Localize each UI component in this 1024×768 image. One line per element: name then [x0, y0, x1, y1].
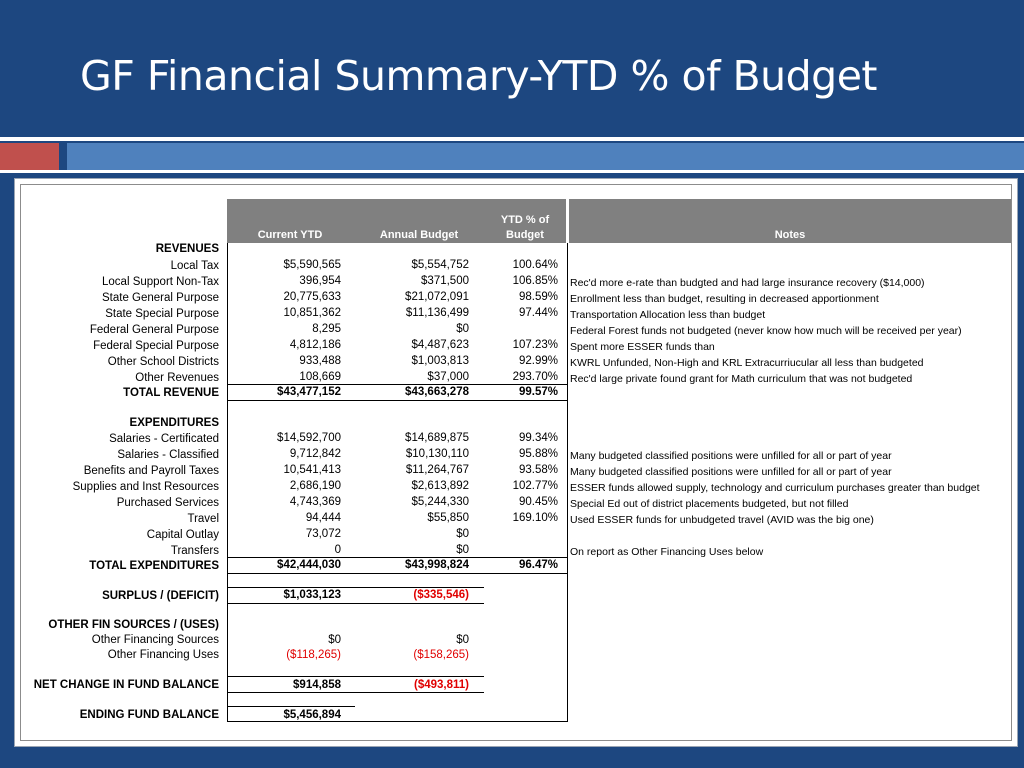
row-pct: 93.58% [518, 464, 558, 476]
total-pct: 99.57% [518, 386, 558, 398]
row-current: 8,295 [312, 323, 341, 335]
header-notes: Notes [774, 229, 806, 241]
row-note: Many budgeted classified positions were unfilled for all or part of year [570, 466, 892, 478]
row-pct: 100.64% [512, 259, 558, 271]
row-label: State General Purpose [102, 292, 219, 304]
row-label: Supplies and Inst Resources [72, 481, 219, 493]
total-budget: $43,663,278 [405, 386, 469, 398]
row-note: Federal Forest funds not budgeted (never know how much will be received per year) [570, 325, 962, 337]
net-change-current: $914,858 [293, 679, 341, 691]
row-current: $0 [328, 634, 341, 646]
accent-bar-blue [67, 143, 1024, 170]
row-pct: 95.88% [518, 448, 558, 460]
row-label: Purchased Services [116, 497, 219, 509]
row-label: Other Financing Uses [107, 649, 219, 661]
row-budget: $21,072,091 [405, 291, 469, 303]
row-label: Federal General Purpose [89, 324, 219, 336]
table-left-border [227, 243, 228, 721]
row-budget: $0 [456, 634, 469, 646]
row-current: 4,743,369 [289, 496, 341, 508]
total-revenue-bottomline [227, 400, 568, 401]
row-current: 396,954 [299, 275, 341, 287]
row-budget: $371,500 [421, 275, 469, 287]
row-note: ESSER funds allowed supply, technology and curriculum purchases greater than budget [570, 482, 980, 494]
row-budget: $55,850 [427, 512, 469, 524]
surplus-label: SURPLUS / (DEFICIT) [102, 590, 219, 602]
total-expenditures-bottomline [227, 573, 568, 574]
row-pct: 99.34% [518, 432, 558, 444]
surplus-current: $1,033,123 [283, 589, 341, 601]
row-current: 9,712,842 [289, 448, 341, 460]
total-label: TOTAL EXPENDITURES [89, 560, 219, 572]
row-budget: ($158,265) [413, 649, 469, 661]
surplus-bottomline [227, 603, 484, 604]
row-note: Transportation Allocation less than budget [570, 309, 766, 321]
row-note: Many budgeted classified positions were unfilled for all or part of year [570, 450, 892, 462]
row-budget: $37,000 [427, 371, 469, 383]
row-label: Federal Special Purpose [93, 340, 219, 352]
header-current-ytd: Current YTD [257, 229, 323, 241]
row-label: Local Tax [170, 260, 219, 272]
row-pct: 293.70% [512, 371, 558, 383]
total-label: TOTAL REVENUE [123, 387, 219, 399]
table-notes-divider [567, 243, 568, 721]
row-budget: $5,554,752 [411, 259, 469, 271]
row-budget: $4,487,623 [411, 339, 469, 351]
row-current: 94,444 [305, 512, 341, 524]
row-budget: $0 [456, 528, 469, 540]
row-pct: 92.99% [518, 355, 558, 367]
row-label: Salaries - Certificated [109, 433, 219, 445]
accent-divider [0, 170, 1024, 173]
total-budget: $43,998,824 [405, 559, 469, 571]
row-note: Special Ed out of district placements budgeted, but not filled [570, 498, 849, 510]
row-current: 0 [334, 544, 341, 556]
row-current: 2,686,190 [289, 480, 341, 492]
row-note: KWRL Unfunded, Non-High and KRL Extracurriucular all less than budgeted [570, 357, 924, 369]
row-current: 10,541,413 [283, 464, 341, 476]
title-divider [0, 137, 1024, 141]
row-note: Spent more ESSER funds than [570, 341, 715, 353]
row-pct: 97.44% [518, 307, 558, 319]
other-fin-heading: OTHER FIN SOURCES / (USES) [48, 619, 219, 631]
surplus-budget: ($335,546) [413, 589, 469, 601]
row-pct: 98.59% [518, 291, 558, 303]
total-current: $43,477,152 [277, 386, 341, 398]
row-budget: $1,003,813 [411, 355, 469, 367]
row-label: Transfers [170, 545, 219, 557]
row-current: 20,775,633 [283, 291, 341, 303]
row-budget: $0 [456, 544, 469, 556]
row-label: Other Financing Sources [91, 634, 219, 646]
total-current: $42,444,030 [277, 559, 341, 571]
net-change-budget: ($493,811) [414, 679, 469, 691]
net-change-topline [227, 676, 484, 677]
row-budget: $14,689,875 [405, 432, 469, 444]
header-ytd-pct-line2: Budget [506, 229, 544, 241]
row-pct: 106.85% [512, 275, 558, 287]
header-ytd-pct-line1: YTD % of [500, 214, 550, 226]
revenues-heading: REVENUES [155, 243, 219, 255]
row-label: Local Support Non-Tax [102, 276, 219, 288]
net-change-bottomline [227, 692, 484, 693]
row-current: ($118,265) [286, 649, 341, 661]
row-note: Rec'd more e-rate than budgted and had large insurance recovery ($14,000) [570, 277, 925, 289]
accent-bar-red [0, 143, 59, 170]
ending-label: ENDING FUND BALANCE [79, 709, 219, 721]
row-budget: $10,130,110 [405, 448, 469, 460]
table-bottom-border [227, 721, 568, 722]
row-budget: $5,244,330 [411, 496, 469, 508]
row-pct: 169.10% [512, 512, 558, 524]
row-current: $5,590,565 [283, 259, 341, 271]
total-pct: 96.47% [518, 559, 558, 571]
row-pct: 102.77% [512, 480, 558, 492]
row-current: 10,851,362 [283, 307, 341, 319]
row-budget: $2,613,892 [411, 480, 469, 492]
row-label: Other School Districts [107, 356, 219, 368]
ending-current: $5,456,894 [283, 709, 341, 721]
row-note: Used ESSER funds for unbudgeted travel (AVID was the big one) [570, 514, 874, 526]
row-label: Travel [187, 513, 219, 525]
row-note: Rec'd large private found grant for Math curriculum that was not budgeted [570, 373, 913, 385]
row-label: Capital Outlay [146, 529, 219, 541]
ending-topline [227, 706, 355, 707]
row-budget: $11,264,767 [405, 464, 469, 476]
row-label: Salaries - Classified [117, 449, 219, 461]
row-label: State Special Purpose [105, 308, 219, 320]
row-budget: $0 [456, 323, 469, 335]
expenditures-heading: EXPENDITURES [129, 417, 219, 429]
row-note: On report as Other Financing Uses below [570, 546, 764, 558]
row-label: Benefits and Payroll Taxes [83, 465, 219, 477]
row-pct: 90.45% [518, 496, 558, 508]
row-label: Other Revenues [135, 372, 219, 384]
row-current: 108,669 [299, 371, 341, 383]
row-budget: $11,136,499 [405, 307, 469, 319]
row-pct: 107.23% [512, 339, 558, 351]
row-current: 4,812,186 [289, 339, 341, 351]
slide-title: GF Financial Summary-YTD % of Budget [80, 52, 877, 100]
row-current: 73,072 [305, 528, 341, 540]
header-annual-budget: Annual Budget [379, 229, 459, 241]
net-change-label: NET CHANGE IN FUND BALANCE [33, 679, 219, 691]
row-current: 933,488 [299, 355, 341, 367]
row-note: Enrollment less than budget, resulting in decreased apportionment [570, 293, 879, 305]
row-current: $14,592,700 [277, 432, 341, 444]
